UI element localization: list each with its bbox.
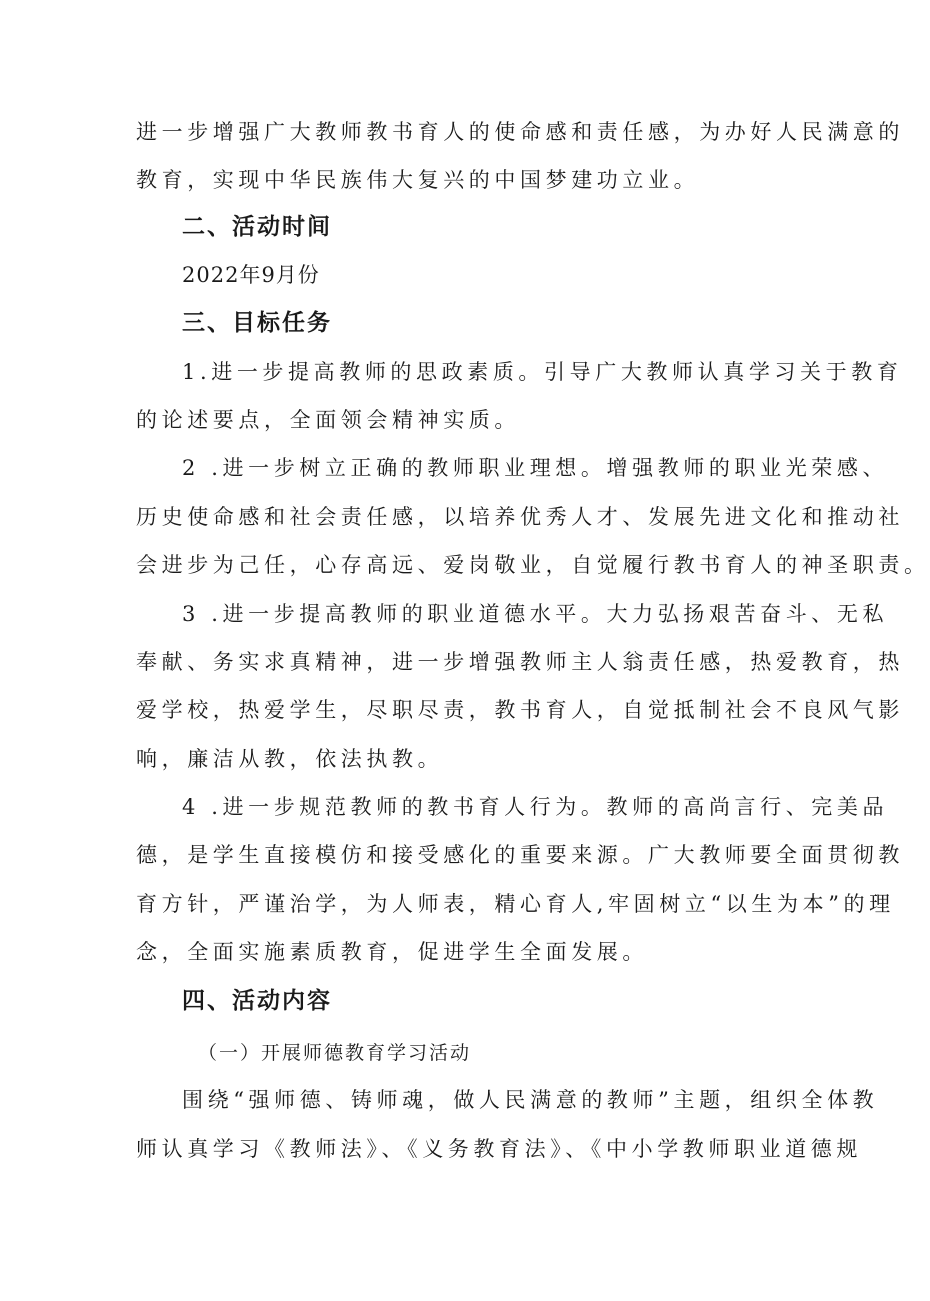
subsection-heading-study: （一）开展师德教育学习活动	[198, 1042, 472, 1064]
goal-4-line-4: 念，全面实施素质教育，促进学生全面发展。	[136, 940, 648, 964]
section-heading-activity-content: 四、活动内容	[182, 988, 332, 1014]
goal-4-line-2: 德，是学生直接模仿和接受感化的重要来源。广大教师要全面贯彻教	[136, 843, 904, 867]
goal-3-line-1: 3 .进一步提高教师的职业道德水平。大力弘扬艰苦奋斗、无私	[182, 602, 889, 626]
goal-2-line-1: 2 .进一步树立正确的教师职业理想。增强教师的职业光荣感、	[182, 456, 889, 480]
goal-1-line-2: 的论述要点，全面领会精神实质。	[136, 408, 520, 432]
content-line-2: 师认真学习《教师法》、《义务教育法》、《中小学教师职业道德规	[136, 1137, 862, 1161]
intro-line-1: 进一步增强广大教师教书育人的使命感和责任感，为办好人民满意的	[136, 120, 904, 144]
goal-3-line-3: 爱学校，热爱学生，尽职尽责，教书育人，自觉抵制社会不良风气影	[136, 698, 904, 722]
goal-4-line-3: 育方针，严谨治学，为人师表，精心育人,牢固树立“以生为本”的理	[136, 892, 895, 916]
goal-2-line-2: 历史使命感和社会责任感，以培养优秀人才、发展先进文化和推动社	[136, 505, 904, 529]
activity-time-value: 2022年9月份	[182, 263, 320, 287]
goal-3-line-2: 奉献、务实求真精神，进一步增强教师主人翁责任感，热爱教育，热	[136, 650, 904, 674]
goal-1-line-1: 1.进一步提高教师的思政素质。引导广大教师认真学习关于教育	[182, 360, 903, 384]
goal-4-line-1: 4 .进一步规范教师的教书育人行为。教师的高尚言行、完美品	[182, 795, 889, 819]
intro-line-2: 教育，实现中华民族伟大复兴的中国梦建功立业。	[136, 168, 700, 192]
goal-3-line-4: 响，廉洁从教，依法执教。	[136, 747, 444, 771]
section-heading-activity-time: 二、活动时间	[182, 214, 332, 240]
content-line-1: 围绕“强师德、铸师魂，做人民满意的教师”主题，组织全体教	[182, 1088, 879, 1112]
section-heading-goals: 三、目标任务	[182, 310, 332, 336]
goal-2-line-3: 会进步为己任，心存高远、爱岗敬业，自觉履行教书育人的神圣职责。	[136, 553, 930, 577]
